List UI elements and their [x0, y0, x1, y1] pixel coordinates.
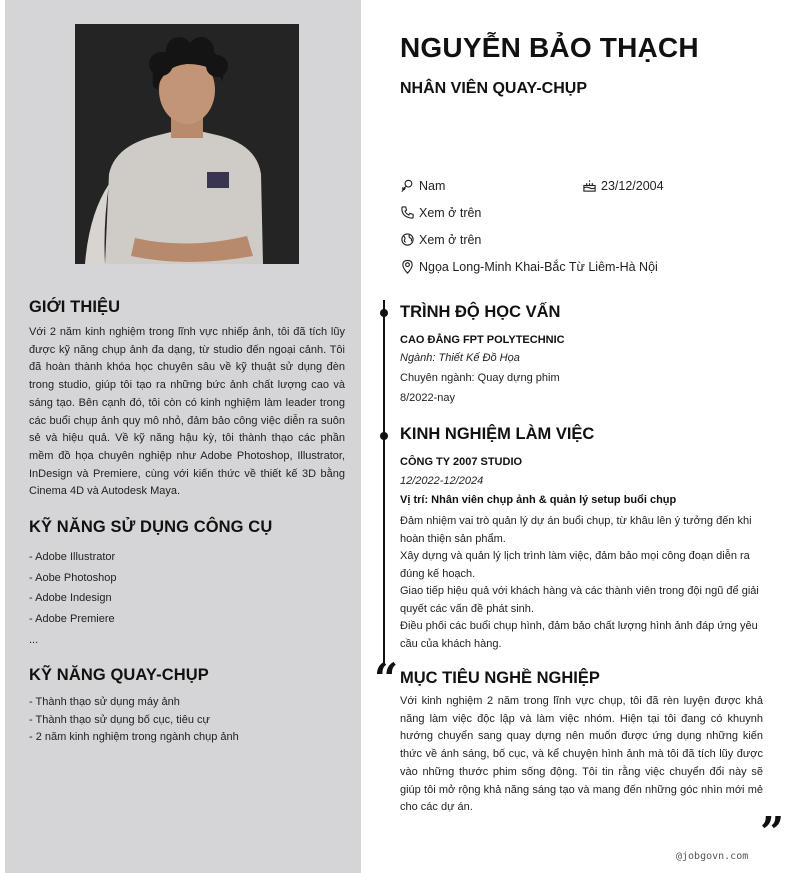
school-name: CAO ĐẲNG FPT POLYTECHNIC [400, 334, 565, 346]
list-item: ... [29, 633, 39, 646]
experience-heading: KINH NGHIỆM LÀM VIỆC [400, 425, 595, 443]
experience-period: 12/2022-12/2024 [400, 475, 484, 487]
shooting-list [29, 694, 239, 747]
profile-photo [75, 24, 299, 264]
experience-duties [400, 513, 763, 653]
gender-value: Nam [419, 178, 446, 193]
watermark: @jobgovn.com [676, 851, 749, 862]
list-item: - 2 năm kinh nghiệm trong ngành chụp ảnh [29, 731, 239, 744]
location-pin-icon [400, 259, 415, 274]
gender-icon [400, 178, 415, 193]
list-item: - Adobe Indesign [29, 592, 112, 605]
address-info [400, 259, 658, 274]
timeline-dot [380, 309, 388, 317]
list-item: - Adobe Premiere [29, 613, 115, 626]
list-item: - Thành thạo sử dụng bố cục, tiêu cự [29, 713, 210, 726]
globe-icon [400, 232, 415, 247]
objective-heading: MỤC TIÊU NGHỀ NGHIỆP [400, 669, 600, 687]
phone-info [400, 205, 481, 220]
intro-heading: GIỚI THIỆU [29, 298, 121, 316]
duty-item: Giao tiếp hiệu quả với khách hàng và các thành viên trong đội ngũ để giải quyết các vấn đề phát sinh. [400, 585, 759, 615]
birthday-cake-icon [582, 178, 597, 193]
intro-text: Với 2 năm kinh nghiệm trong lĩnh vực nhiếp ảnh, tôi đã tích lũy được kỹ năng chụp ảnh đa dạng, từ studio đến ngoại cảnh. Tôi đã hoàn thành khóa học chuyên sâu về kỹ thuật sử dụng đèn trong studio, giúp tôi tạo ra những bức ảnh chất lượng cao và sáng tạo. Bên cạnh đó, tôi còn có kinh nghiệm làm leader trong các buổi chụp ảnh quy mô nhỏ, đảm bảo công việc diễn ra suôn sẻ và hiệu quả. Về kỹ năng hậu kỳ, tôi thành thạo các phần mềm đồ họa chuyên nghiệp như Adobe Photoshop, Illustrator, InDesign và Premiere, cùng với kiến thức về thiết kế 3D bằng Cinema 4D và Autodesk Maya. [29, 326, 345, 498]
tools-list [29, 547, 116, 651]
list-item: - Adobe Illustrator [29, 551, 116, 563]
list-item: - Aobe Photoshop [29, 571, 117, 584]
duty-item: Xây dựng và quản lý lịch trình làm việc, đảm bảo mọi công đoạn diễn ra đúng kế hoạch. [400, 550, 750, 580]
duty-item: Đảm nhiệm vai trò quản lý dự án buổi chụp, từ khâu lên ý tưởng đến khi hoàn thiện sản phẩm. [400, 515, 752, 545]
email-value: Xem ở trên [419, 232, 482, 247]
education-heading: TRÌNH ĐỘ HỌC VẤN [400, 303, 561, 321]
objective-text: Với kinh nghiệm 2 năm trong lĩnh vực chụp, tôi đã rèn luyện được khả năng làm việc độc lập và làm việc nhóm. Hiện tại tôi đang có khuynh hướng chuyển sang quay dựng nên muốn được ứng dụng những kiến thức về ánh sáng, bố cục, và kể chuyện hình ảnh mà tôi đã tích lũy được vào những thước phim sống động. Tôi tin rằng việc chuyển đổi này sẽ giúp tôi mở rộng khả năng sáng tạo và mang đến những góc nhìn mới mẻ cho các dự án. [400, 695, 763, 814]
phone-icon [400, 205, 415, 220]
list-item: - Thành thạo sử dụng máy ảnh [29, 696, 180, 708]
timeline-line [383, 300, 385, 665]
close-quote-icon: ” [760, 808, 785, 857]
birthdate-value: 23/12/2004 [601, 178, 664, 193]
company-name: CÔNG TY 2007 STUDIO [400, 456, 523, 468]
open-quote-icon: “ [374, 654, 399, 703]
tools-heading: KỸ NĂNG SỬ DỤNG CÔNG CỤ [29, 518, 273, 536]
education-period: 8/2022-nay [400, 392, 456, 404]
experience-position: Vị trí: Nhân viên chụp ảnh & quản lý setup buổi chụp [400, 494, 677, 506]
education-major: Ngành: Thiết Kế Đồ Họa [400, 352, 520, 364]
education-specialization: Chuyên ngành: Quay dựng phim [400, 372, 560, 384]
candidate-name: NGUYỄN BẢO THẠCH [400, 32, 699, 63]
shooting-heading: KỸ NĂNG QUAY-CHỤP [29, 666, 209, 684]
job-title: NHÂN VIÊN QUAY-CHỤP [400, 80, 587, 97]
address-value: Ngọa Long-Minh Khai-Bắc Từ Liêm-Hà Nội [419, 259, 658, 274]
email-info [400, 232, 481, 247]
phone-value: Xem ở trên [419, 205, 482, 220]
duty-item: Điều phối các buổi chụp hình, đảm bảo chất lượng hình ảnh đáp ứng yêu cầu của khách hàng. [400, 620, 758, 650]
birthdate-info [582, 178, 664, 193]
timeline-dot [380, 432, 388, 440]
gender-info [400, 178, 445, 193]
sidebar [5, 0, 361, 873]
